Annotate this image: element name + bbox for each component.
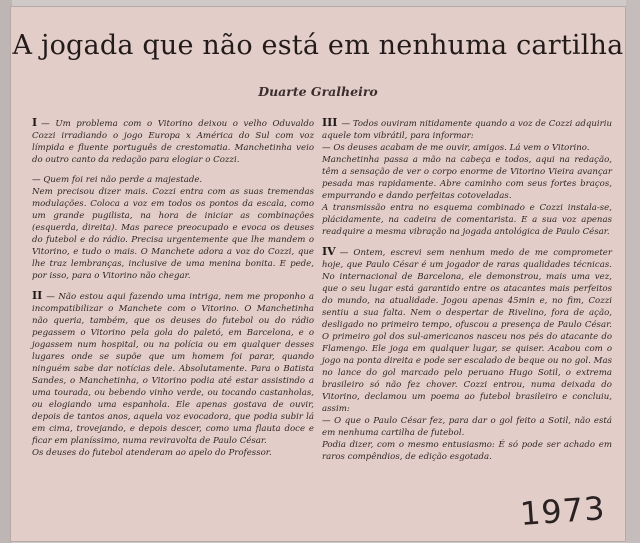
- paragraph: [322, 246, 612, 415]
- paragraph-text: — Ontem, escrevi sem nenhum medo de me comprometer hoje, que Paulo César é um jogador de raras qualidades técnicas. No internacional de Barcelona, ele demonstrou, mais uma vez, que o seu lugar está garantido entre os atacantes mais perfeitos do mundo, na atualidade. Jogou apenas 45min e, no fim, Cozzi sentiu a sua falta. Nem o despertar de Rivelino, fora de ação, desligado no primeiro tempo, ofuscou a presença de Paulo César. O primeiro gol dos sul-americanos nasceu nos pés do atacante do Flamengo. Ele joga em qualquer lugar, se quiser. Acabou com o jogo na ponta direita e pode ser escalado de beque ou no gol. Mas no lance do gol marcado pelo peruano Hugo Sotil, o extrema brasileiro só não fez chover. Cozzi entrou, numa deixada do Vitorino, declamou um poema ao futebol brasileiro e concluiu, assim:: [322, 248, 612, 414]
- paragraph-text: — Os deuses acabam de me ouvir, amigos. Lá vem o Vitorino.: [322, 143, 590, 153]
- paragraph-text: — O que o Paulo César fez, para dar o gol feito a Sotil, não está em nenhuma cartilha de futebol.: [322, 416, 612, 438]
- paragraph: [322, 439, 612, 463]
- paragraph-text: Manchetinha passa a mão na cabeça e todos, aqui na redação, têm a sensação de ver o corpo enorme de Vitorino Vieira avançar pesada mas rapidamente. Abre caminho com seus fortes braços, empurrando e dando perfeitas cotoveladas.: [322, 155, 612, 201]
- handwritten-year: 1973: [518, 489, 607, 533]
- paragraph: [322, 154, 612, 202]
- paragraph: [322, 202, 612, 238]
- section-number: I: [32, 116, 38, 129]
- paragraph: [32, 117, 314, 166]
- paragraph-text: — Um problema com o Vitorino deixou o velho Oduvaldo Cozzi irradiando o jogo Europa x América do Sul com voz límpida e fluente português de crestomatia. Manchetinha veio do outro canto da redação para elogiar o Cozzi.: [32, 119, 314, 165]
- paragraph-text: A transmissão entra no esquema combinado e Cozzi instala-se, plácidamente, na cadeira de comentarista. E a sua voz apenas readquire a mesma vibração na jogada antológica de Paulo César.: [322, 203, 612, 237]
- paragraph-text: — Quem foi rei não perde a majestade.: [32, 175, 203, 185]
- paragraph: [32, 290, 314, 447]
- paragraph: [32, 174, 314, 186]
- left-column: [32, 117, 314, 459]
- frame-right-edge: [626, 0, 640, 543]
- right-column: [322, 117, 612, 463]
- section-number: II: [32, 289, 43, 302]
- paragraph: [32, 186, 314, 282]
- paragraph-text: — Não estou aqui fazendo uma intriga, nem me proponho a incompatibilizar o Manchete com o Vitorino. O Manchetinha não queria, também, que os deuses do futebol ou do rádio pegassem o Vitorino pela gola do paletó, em Barcelona, e o jogassem num hospital, ou na polícia ou em qualquer desses lugares onde se supõe que um homem foi parar, quando ninguém sabe dar notícias dele. Absolutamente. Para o Batista Sandes, o Manchetinha, o Vitorino podia até estar assistindo a uma tourada, ou bebendo vinho verde, ou tocando castanholas, ou elogiando uma espanhola. Ele apenas gostava de ouvir, depois de tantos anos, aquela voz evocadora, que podia subir lá em cima, trovejando, e depois descer, como uma flauta doce e ficar em planíssimo, numa reviravolta de Paulo César.: [32, 292, 314, 446]
- paragraph-text: — Todos ouviram nitidamente quando a voz de Cozzi adquiriu aquele tom vibrátil, para informar:: [322, 119, 612, 141]
- section-number: III: [322, 116, 338, 129]
- paragraph-text: Nem precisou dizer mais. Cozzi entra com as suas tremendas modulações. Coloca a voz em todos os pontos da escala, como um grande pugilista, na hora de iniciar as combinações (esquerda, direita). Mas parece preocupado e evoca os deuses do futebol e do rádio. Precisa urgentemente que lhe mandem o Vitorino, e tudo o mais. O Manchete adora a voz do Cozzi, que lhe traz lembranças, inclusive de uma menina bonita. E pede, por isso, para o Vitorino não chegar.: [32, 187, 314, 281]
- paragraph: [322, 142, 612, 154]
- paragraph: [32, 447, 314, 459]
- newspaper-clipping: [10, 6, 626, 542]
- byline: Duarte Gralheiro: [258, 84, 378, 99]
- paragraph-text: Podia dizer, com o mesmo entusiasmo: É só pode ser achado em raros compêndios, de edição esgotada.: [322, 440, 612, 462]
- headline: A jogada que não está em nenhuma cartilha: [12, 30, 624, 61]
- section-number: IV: [322, 245, 336, 258]
- paragraph-text: Os deuses do futebol atenderam ao apelo do Professor.: [32, 448, 272, 458]
- paragraph: [322, 415, 612, 439]
- paragraph: [322, 117, 612, 142]
